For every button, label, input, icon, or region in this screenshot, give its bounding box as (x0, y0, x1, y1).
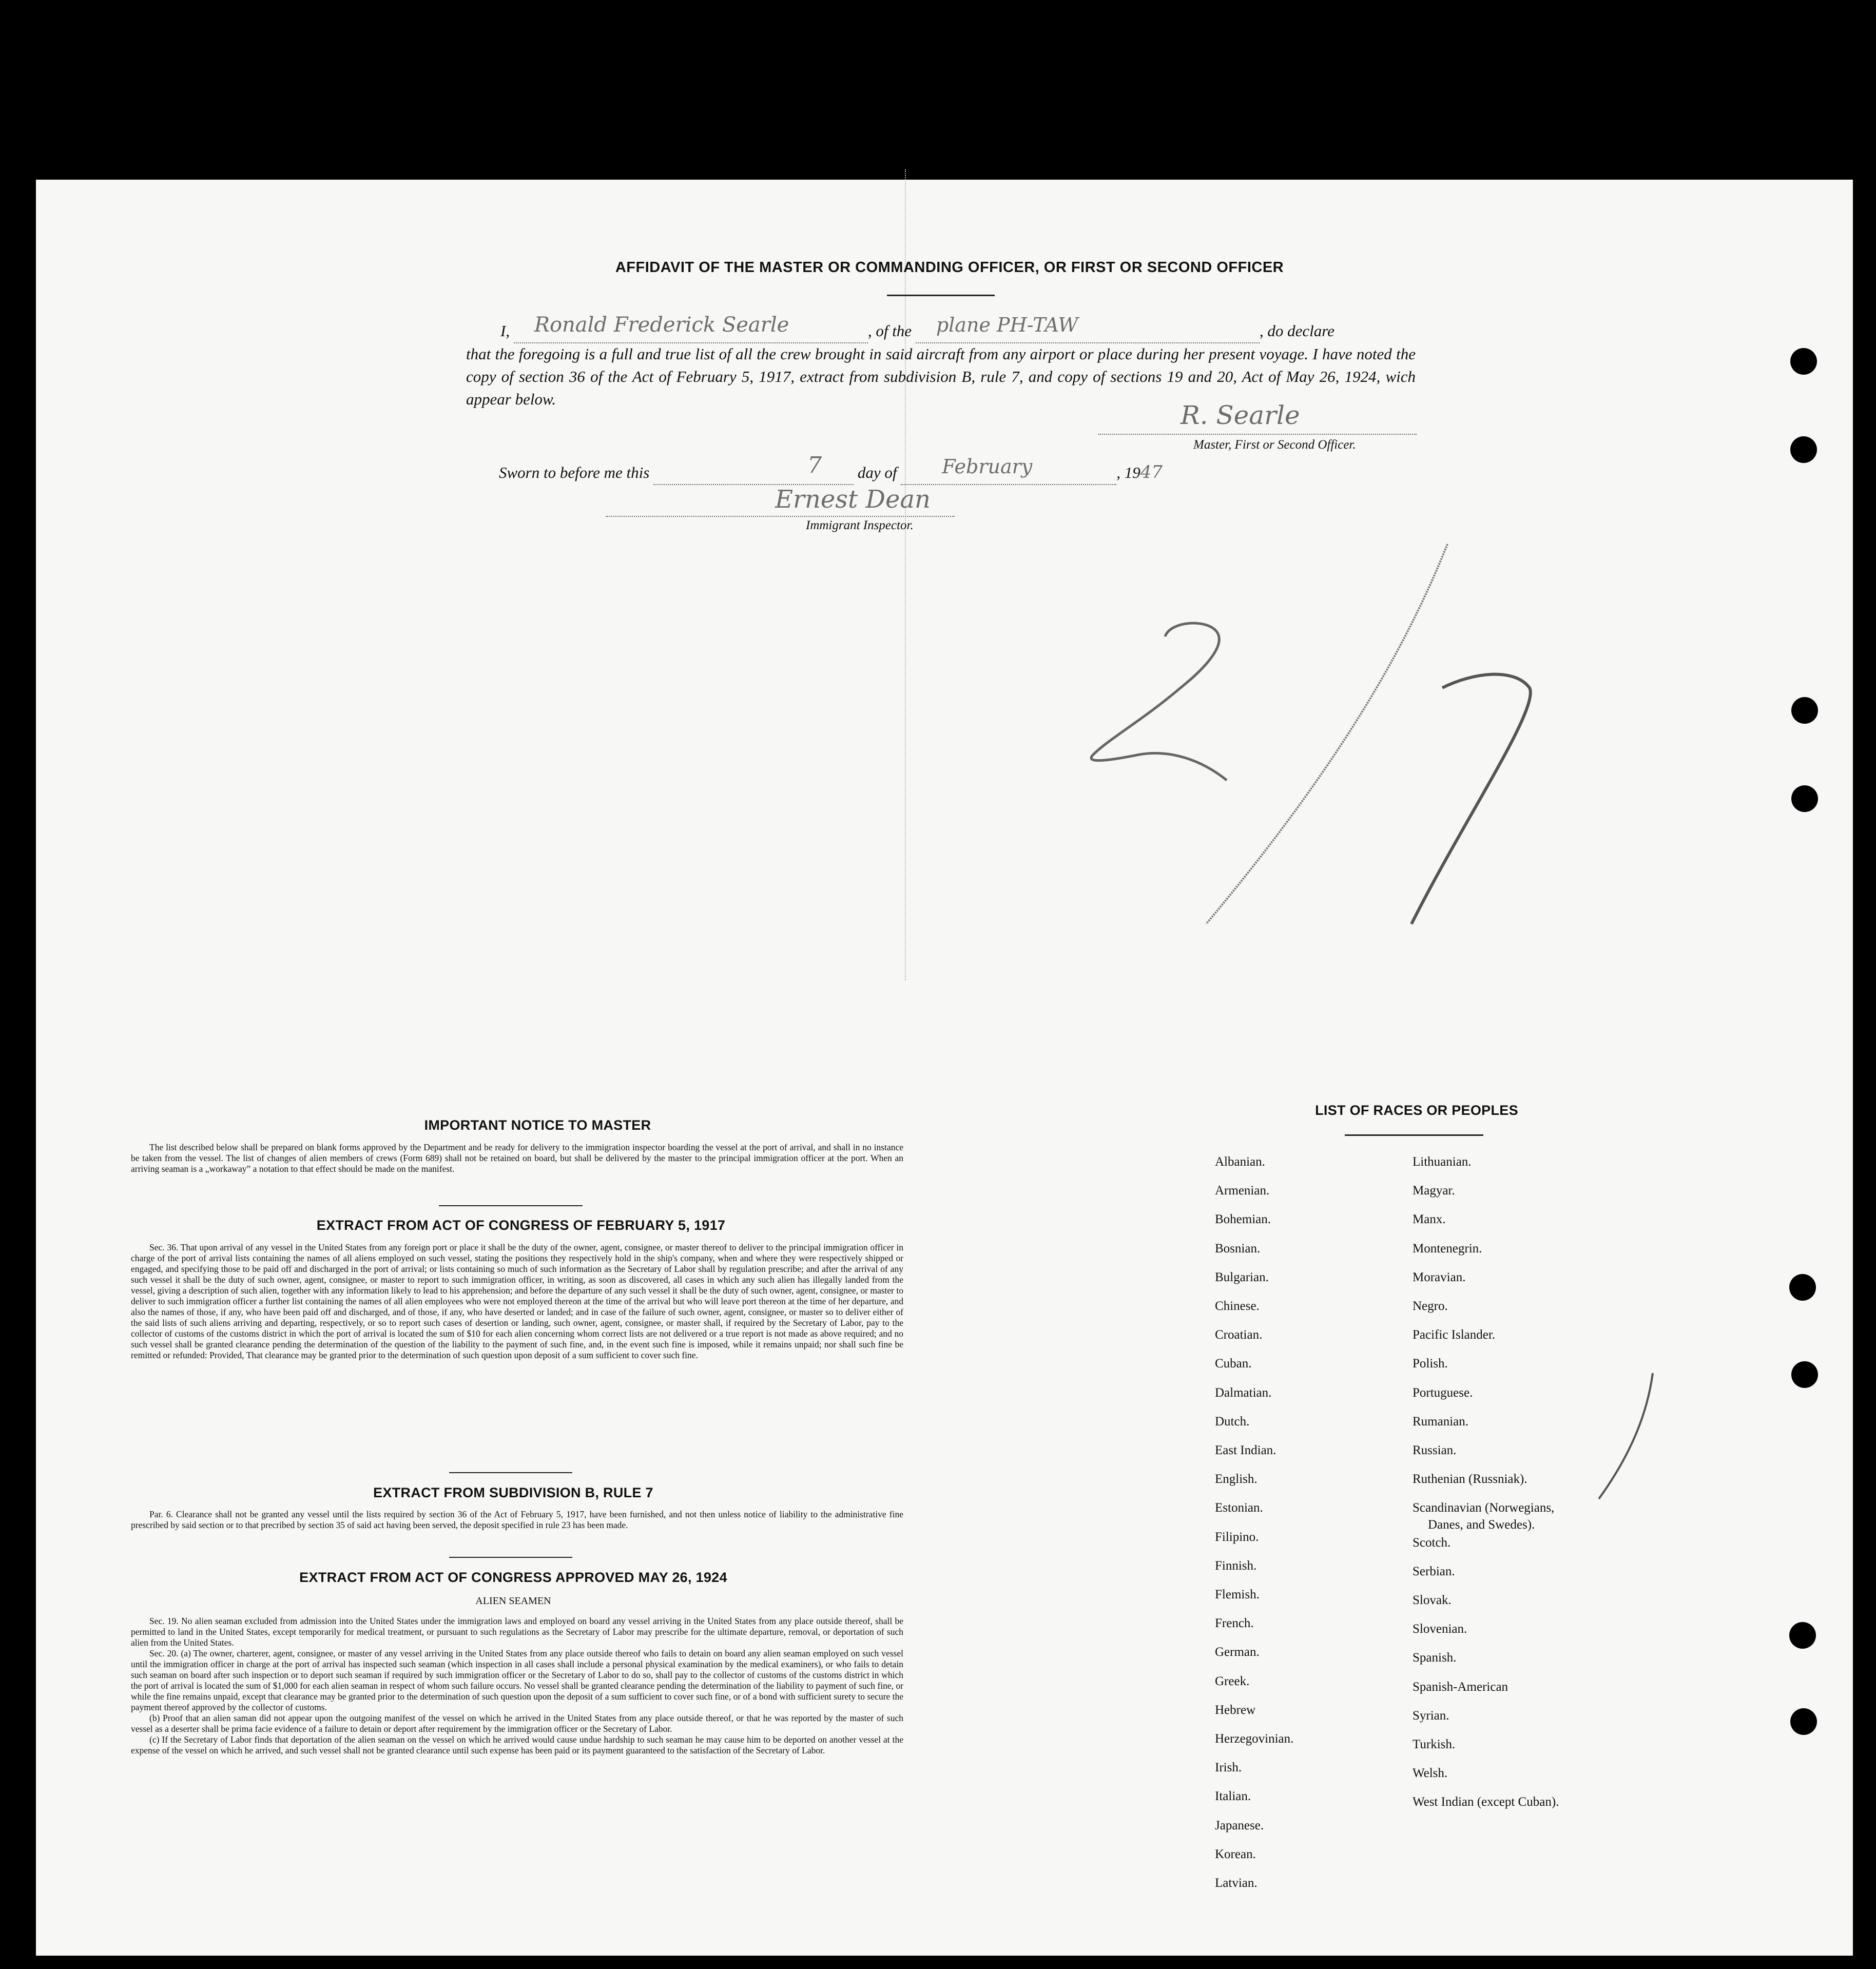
race-item: Polish. (1413, 1357, 1448, 1371)
name-field (514, 313, 868, 343)
punch-hole (1790, 1708, 1817, 1735)
race-item: Turkish. (1413, 1738, 1456, 1751)
race-item: Dalmatian. (1215, 1385, 1272, 1400)
rule-1924 (449, 1557, 572, 1558)
races-title-rule (1345, 1134, 1483, 1136)
affidavit-of-the: , of the (867, 322, 912, 340)
punch-hole (1791, 1361, 1818, 1388)
race-item: Slovenian. (1413, 1622, 1467, 1636)
extract-1917-title: EXTRACT FROM ACT OF CONGRESS OF FEBRUARY 5, 1917 (316, 1218, 726, 1233)
race-item: Bosnian. (1215, 1241, 1261, 1256)
race-item: Cuban. (1215, 1357, 1252, 1371)
race-item: Greek. (1215, 1674, 1250, 1688)
race-item: Albanian. (1215, 1155, 1265, 1169)
race-item: Manx. (1413, 1212, 1446, 1227)
handwritten-name: Ronald Frederick Searle (534, 313, 789, 337)
race-item: Montenegrin. (1413, 1241, 1482, 1256)
race-item: Slovak. (1413, 1593, 1452, 1607)
punch-hole (1791, 785, 1818, 812)
sworn-year: 47 (1140, 462, 1163, 482)
affidavit-do-declare: , do declare (1259, 322, 1335, 340)
rule-1917 (439, 1205, 583, 1206)
race-item: Dutch. (1215, 1414, 1250, 1429)
year-prefix: , 19 (1116, 464, 1140, 481)
race-item: Pacific Islander. (1413, 1328, 1496, 1342)
race-item: German. (1215, 1645, 1260, 1659)
race-item: Latvian. (1215, 1876, 1258, 1890)
punch-hole (1789, 1622, 1816, 1649)
sec-20c-text: (c) If the Secretary of Labor finds that deportation of the alien seaman on the vessel on which he arrived would cause undue hardship to such seaman he may cause him to be deported on another vessel at the expense of the vessel on which he arrived, and such vessel shall not be granted clearance until such expense has been paid or its payment guaranteed to the satisfaction of the Secretary of Labor. (131, 1734, 903, 1755)
extract-1924-subtitle: ALIEN SEAMEN (475, 1595, 551, 1607)
extract-rule7-text: Par. 6. Clearance shall not be granted any vessel until the lists required by section 36 of the Act of February 5, 1917, have been furnished, and not then unless notice of liability to the administrative fine prescribed by said section or to that precribed by section 35 of said act having been served, the deposit specified in rule 23 has been made. (131, 1509, 903, 1530)
race-item: Lithuanian. (1413, 1155, 1472, 1169)
extract-1917-text: Sec. 36. That upon arrival of any vessel in the United States from any foreign port or place it shall be the duty of the owner, agent, consignee, or master thereof to deliver to the principal immigration officer in charge of the port of arrival lists containing the names of all aliens employed on such vessel, stating the positions they respectively hold in the ship's company, when and where they were respectively shipped or engaged, and specifying those to be paid off and discharged in the port of arrival; or lists containing so much of such information as the Secretary of Labor shall by regulation prescribe; and after the arrival of any such vessel it shall be the duty of such owner, agent, consignee, or master to report to such immigration officer, in writing, as soon as discovered, all cases in which any such alien has illegally landed from the vessel, giving a description of such alien, together with any information likely to lead to his apprehension; and before the departure of any such vessel it shall be the duty of such owner, agent, consignee, or master to deliver to such immigration officer a further list containing the names of all alien employees who were not employed thereon at the time of the arrival but who will leave port thereon at the time of her departure, and also the names of those, if any, who have been paid off and discharged, and of those, if any, who have deserted or landed; and in case of the failure of such owner, agent, consignee, or master so to deliver either of the said lists of such aliens arriving and departing, respectively, or so to report such cases of desertion or landing, such owner, agent, consignee, or master shall, if required by the Secretary of Labor, pay to the collector of customs of the customs district in which the port of arrival is located the sum of $10 for each alien concerning whom correct lists are not delivered or a true report is not made as above required; and no such vessel shall be granted clearance pending the determination of the question of the liability to the payment of such fine, and, in the event such fine is imposed, while it remains unpaid; nor shall such fine be remitted or refunded: Provided, That clearance may be granted prior to the determination of such question upon deposit of a sum sufficient to cover such fine. (131, 1242, 903, 1360)
center-fold (905, 169, 907, 980)
race-item: Syrian. (1413, 1708, 1449, 1723)
race-item: Korean. (1215, 1847, 1256, 1861)
race-item: Rumanian. (1413, 1414, 1469, 1429)
day-of-text: day of (857, 464, 897, 481)
pencil-tick (1591, 1370, 1663, 1504)
race-item: Bohemian. (1215, 1212, 1271, 1227)
extract-1924-title: EXTRACT FROM ACT OF CONGRESS APPROVED MAY 26, 1924 (299, 1570, 727, 1585)
race-item: West Indian (except Cuban). (1413, 1795, 1559, 1809)
race-item: Armenian. (1215, 1184, 1270, 1198)
race-item: Ruthenian (Russniak). (1413, 1472, 1527, 1487)
extract-1924-body (131, 1616, 903, 1756)
race-item: Spanish-American (1413, 1680, 1508, 1694)
punch-hole (1790, 348, 1817, 375)
sworn-month-field (901, 455, 1116, 485)
race-item: Moravian. (1413, 1270, 1466, 1284)
handwritten-vessel: plane PH-TAW (936, 314, 1078, 336)
race-item: Negro. (1413, 1299, 1448, 1313)
race-item: Spanish. (1413, 1651, 1457, 1665)
notice-text: The list described below shall be prepared on blank forms approved by the Department and be ready for delivery to the immigration inspector boarding the vessel at the port of arrival, and shall in no instance be taken from the vessel. The list of changes of alien members of crews (Form 689) shall not be retained on board, but shall be delivered by the master to the principal immigration officer at the port. When an arriving seaman is a „workaway” a notation to that effect should be made on the manifest. (131, 1142, 903, 1174)
affidavit-title-rule (887, 295, 995, 296)
race-item: Finnish. (1215, 1558, 1257, 1573)
sworn-day: 7 (807, 452, 822, 478)
punch-hole (1790, 436, 1817, 463)
sec-20b-text: (b) Proof that an alien saman did not appear upon the outgoing manifest of the vessel on which he arrived in the United States from any place outside thereof, or that he was reported by the master of such vessel as a deserter shall be prima facie evidence of a failure to detain or deport after requirement by the immigration officer or the Secretary of Labor. (131, 1713, 903, 1734)
race-item: Danes, and Swedes). (1428, 1518, 1535, 1532)
affidavit-title: AFFIDAVIT OF THE MASTER OR COMMANDING OFFICER, OR FIRST OR SECOND OFFICER (615, 259, 1284, 276)
sec-20a-text: Sec. 20. (a) The owner, charterer, agent, consignee, or master of any vessel arriving in the United States from any place outside thereof who fails to detain on board any alien seaman employed on such vessel until the immigration officer in charge at the port of arrival has inspected such seaman (which inspection in all cases shall include a personal physical examination by the medical examiners), or who fails to detain such seaman on board after such inspection or to deport such seaman if required by such immigration officer or the Secretary of Labor to do so, shall pay to the collector of customs of the customs district in which the port of arrival is located the sum of $1,000 for each alien seaman in respect of whom such failure occurs. No vessel shall be granted clearance pending the determination of the liability to payment of such fine, or while the fine remains unpaid, except that clearance may be granted prior to the determination of such question upon the deposit of a sum sufficient to cover such fine, or of a bond with sufficient surety to secure the payment thereof approved by the collector of customs. (131, 1648, 903, 1712)
race-item: Russian. (1413, 1443, 1457, 1457)
race-item: Scotch. (1413, 1535, 1451, 1550)
inspector-caption: Immigrant Inspector. (806, 518, 914, 532)
race-item: Irish. (1215, 1761, 1242, 1775)
punch-hole (1791, 697, 1818, 724)
races-title: LIST OF RACES OR PEOPLES (1315, 1103, 1518, 1118)
officer-signature: R. Searle (1181, 400, 1300, 430)
punch-hole (1789, 1274, 1816, 1301)
race-item: Japanese. (1215, 1818, 1264, 1832)
inspector-signature: Ernest Dean (775, 485, 931, 514)
race-item: Bulgarian. (1215, 1270, 1269, 1284)
inspector-signature-line (606, 516, 955, 517)
vessel-field (916, 314, 1260, 343)
sworn-day-field (653, 452, 854, 485)
race-item: Herzegovinian. (1215, 1732, 1294, 1746)
race-item: Chinese. (1215, 1299, 1260, 1313)
race-item: Croatian. (1215, 1328, 1263, 1342)
affidavit-i: I, (500, 322, 510, 340)
race-item: East Indian. (1215, 1443, 1277, 1457)
officer-caption: Master, First or Second Officer. (1193, 438, 1356, 452)
race-item: Magyar. (1413, 1184, 1455, 1198)
race-item: Portuguese. (1413, 1385, 1473, 1400)
race-item: Italian. (1215, 1789, 1251, 1804)
race-item: Scandinavian (Norwegians, (1413, 1501, 1555, 1515)
sworn-text: Sworn to before me this (499, 464, 650, 481)
race-item: Serbian. (1413, 1564, 1455, 1578)
affidavit-body: that the foregoing is a full and true list of all the crew brought in said aircraft from any airport or place during her present voyage. I have noted the copy of section 36 of the Act of February 5, 1917, extract from subdivision B, rule 7, and copy of sections 19 and 20, Act of May 26, 1924, wich appear below. (466, 345, 1416, 408)
rule-rule7 (449, 1472, 572, 1473)
sworn-month: February (942, 455, 1033, 478)
affidavit-line1 (500, 313, 1419, 343)
notice-title: IMPORTANT NOTICE TO MASTER (424, 1117, 651, 1133)
race-item: Welsh. (1413, 1766, 1448, 1781)
sworn-line (499, 452, 1163, 485)
race-item: French. (1215, 1616, 1254, 1631)
race-item: Estonian. (1215, 1501, 1263, 1515)
page-mark-drawing (1052, 534, 1565, 934)
race-item: Filipino. (1215, 1530, 1259, 1544)
sec-19-text: Sec. 19. No alien seaman excluded from admission into the United States under the immigration laws and employed on board any vessel arriving in the United States from any place outside thereof, shall be permitted to land in the United States, except temporarily for medical treatment, or pursuant to such regulations as the Secretary of Labor may prescribe for the ultimate departure, removal, or deportation of such alien from the United States. (131, 1616, 903, 1648)
extract-rule7-title: EXTRACT FROM SUBDIVISION B, RULE 7 (373, 1485, 653, 1500)
race-item: English. (1215, 1472, 1258, 1487)
race-item: Flemish. (1215, 1588, 1260, 1601)
officer-signature-line (1098, 434, 1417, 435)
race-item: Hebrew (1215, 1703, 1256, 1717)
